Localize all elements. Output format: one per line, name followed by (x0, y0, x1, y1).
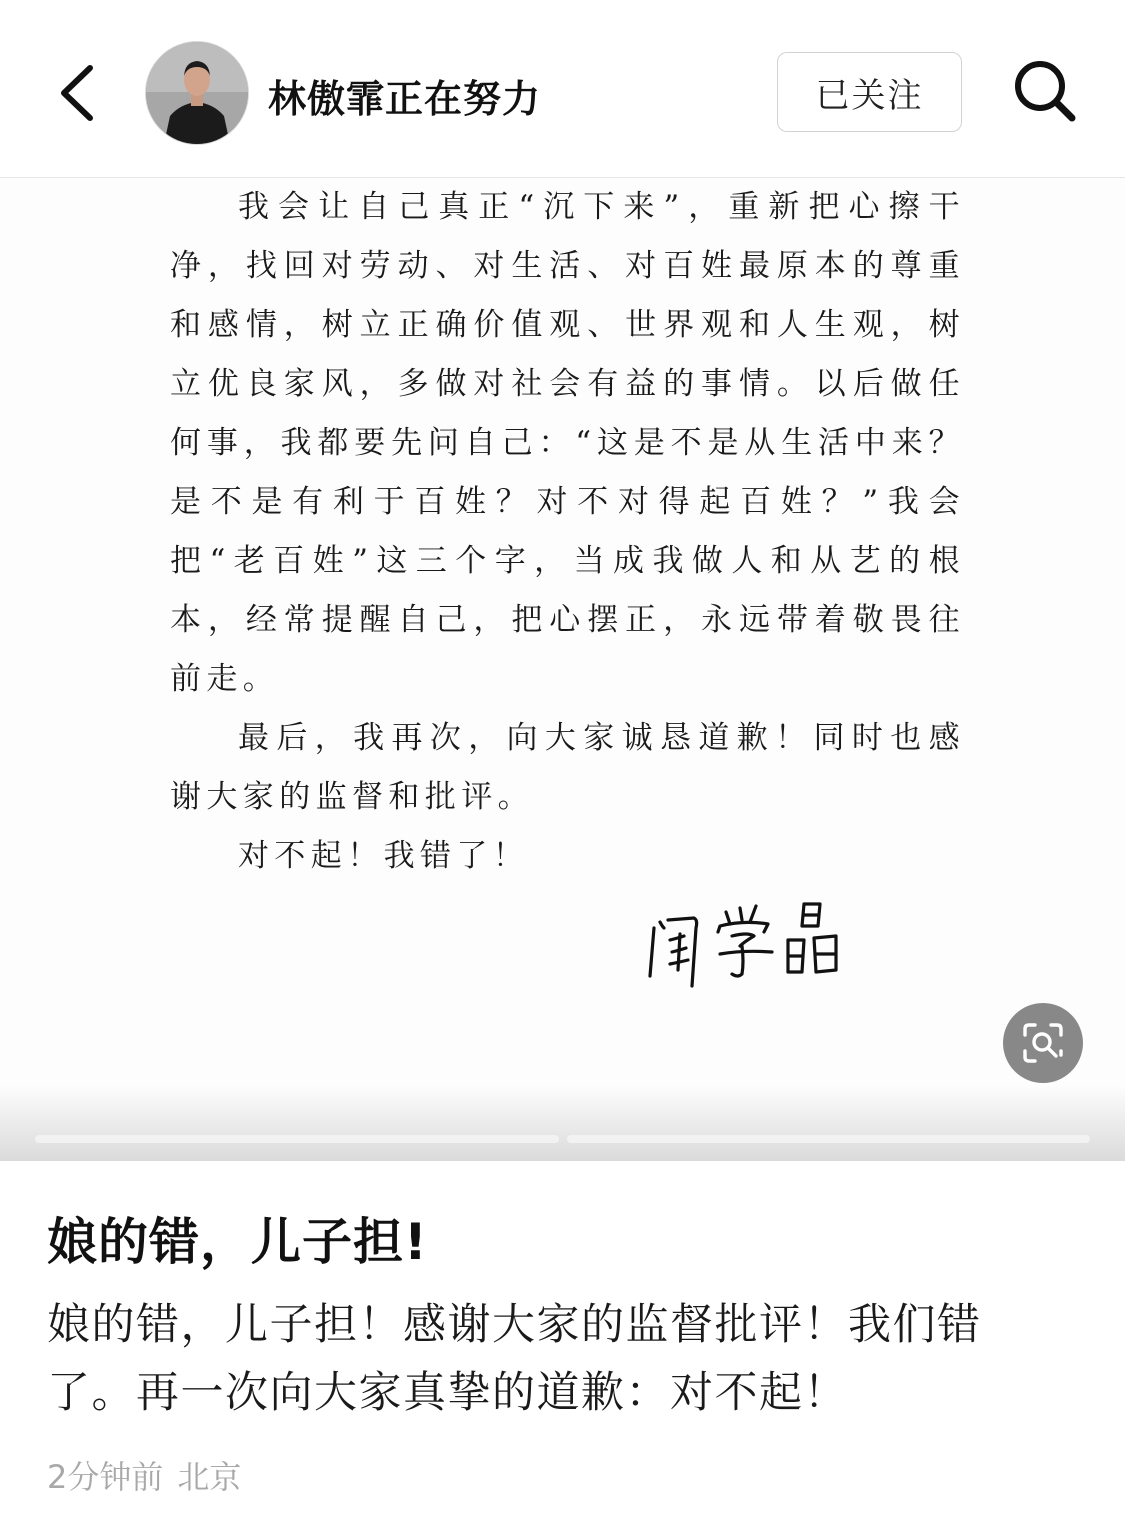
follow-button[interactable]: 已关注 (777, 52, 962, 132)
carousel-indicators (35, 1135, 1090, 1143)
top-bar (0, 0, 1125, 178)
search-icon (1010, 56, 1080, 126)
post-meta (47, 1452, 241, 1498)
post-time: 2分钟前 (47, 1458, 164, 1496)
avatar[interactable] (146, 42, 248, 144)
handwritten-signature (640, 898, 860, 998)
post-location: 北京 (177, 1458, 242, 1496)
apology-letter (170, 178, 965, 886)
post-image[interactable] (0, 178, 1125, 1161)
back-button[interactable] (52, 60, 108, 126)
letter-paragraph: 对不起！我错了！ (238, 838, 530, 874)
username[interactable]: 林傲霏正在努力 (268, 77, 542, 121)
post-title: 娘的错，儿子担! (47, 1213, 428, 1271)
letter-paragraph: 我会让自己真正“沉下来”，重新把心擦干净，找回对劳动、对生活、对百姓最原本的尊重和感情，树立正确价值观、世界观和人生观，树立优良家风，多做对社会有益的事情。以后做任何事，我都要先问自己：“这是不是从生活中来？是不是有利于百姓？对不对得起百姓？”我会把“老百姓”这三个字，当成我做人和从艺的根本，经常提醒自己，把心摆正，永远带着敬畏往前走。 (170, 189, 965, 697)
avatar-photo (146, 42, 248, 144)
letter-paragraph: 最后，我再次，向大家诚恳道歉！同时也感谢大家的监督和批评。 (170, 720, 965, 815)
carousel-indicator-2[interactable] (567, 1135, 1091, 1143)
image-bottom-shade (0, 1085, 1125, 1161)
search-button[interactable] (1010, 56, 1080, 126)
post-body: 娘的错，儿子担！感谢大家的监督批评！我们错了。再一次向大家真挚的道歉：对不起！ (47, 1300, 982, 1418)
image-search-icon (1021, 1021, 1065, 1065)
image-search-button[interactable] (1003, 1003, 1083, 1083)
chevron-left-icon (52, 60, 108, 126)
carousel-indicator-1[interactable] (35, 1135, 559, 1143)
